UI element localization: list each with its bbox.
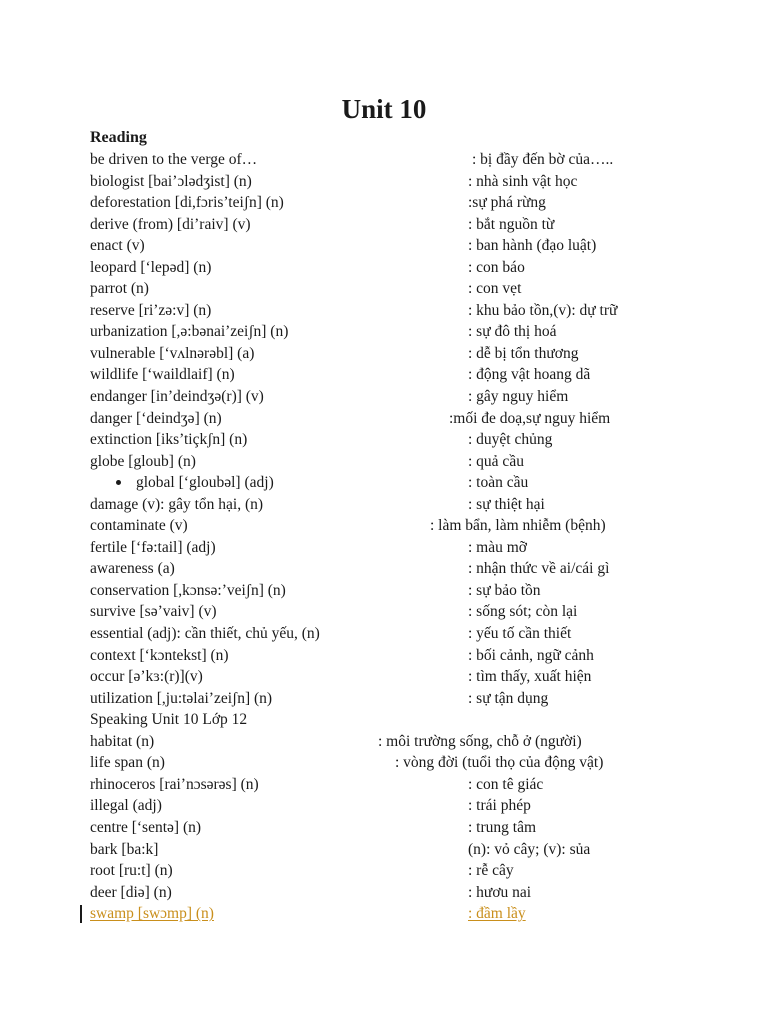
text-cursor <box>80 905 82 923</box>
vocab-term: wildlife [‘waildlaif] (n) <box>90 366 235 384</box>
vocab-term: parrot (n) <box>90 280 149 298</box>
vocab-entry <box>0 408 768 430</box>
vocab-term: vulnerable [‘vʌlnərəbl] (a) <box>90 344 255 362</box>
vocab-meaning: : làm bẩn, làm nhiễm (bệnh) <box>430 517 606 535</box>
vocab-entry <box>0 839 768 861</box>
bullet-point <box>116 480 121 485</box>
vocab-meaning: : toàn cầu <box>468 474 529 492</box>
vocab-meaning: : bắt nguồn từ <box>468 215 555 233</box>
vocab-term: Speaking Unit 10 Lớp 12 <box>90 711 248 729</box>
vocab-meaning: : động vật hoang dã <box>468 366 591 384</box>
vocab-term: occur [ə’kɜ:(r)](v) <box>90 668 203 686</box>
vocab-entry <box>0 171 768 193</box>
vocab-term: urbanization [,ə:bənai’zeiʃn] (n) <box>90 323 289 341</box>
vocab-term: rhinoceros [rai’nɔsərəs] (n) <box>90 775 259 793</box>
vocab-entry <box>0 752 768 774</box>
vocab-term: swamp [swɔmp] (n) <box>90 905 214 923</box>
vocab-meaning: : quả cầu <box>468 452 524 470</box>
vocab-entry <box>0 149 768 171</box>
vocab-term: extinction [iks’tiçkʃn] (n) <box>90 431 248 449</box>
vocab-entry <box>0 364 768 386</box>
vocab-meaning: : con tê giác <box>468 775 544 793</box>
vocab-term: damage (v): gây tổn hại, (n) <box>90 495 264 513</box>
vocab-entry <box>0 494 768 516</box>
vocab-meaning: : sự đô thị hoá <box>468 323 557 341</box>
vocab-entry <box>0 774 768 796</box>
vocab-meaning: : sự tận dụng <box>468 689 549 707</box>
vocab-entry <box>0 515 768 537</box>
vocab-entry <box>0 300 768 322</box>
vocab-term: root [ru:t] (n) <box>90 862 173 880</box>
vocab-entry <box>0 882 768 904</box>
vocab-entry <box>0 731 768 753</box>
vocab-meaning: : trung tâm <box>468 818 537 836</box>
vocab-entry <box>0 580 768 602</box>
vocab-entry <box>0 214 768 236</box>
vocab-term: fertile [‘fə:tail] (adj) <box>90 538 216 556</box>
vocab-term: deforestation [di,fɔris’teiʃn] (n) <box>90 194 284 212</box>
vocab-term: deer [diə] (n) <box>90 883 172 901</box>
vocab-term: derive (from) [di’raiv] (v) <box>90 215 251 233</box>
vocab-term: danger [‘deindʒə] (n) <box>90 409 222 427</box>
vocab-meaning: : bị đầy đến bờ của….. <box>472 151 614 168</box>
vocab-entry <box>0 537 768 559</box>
vocab-meaning: : màu mỡ <box>468 538 527 556</box>
vocab-meaning: : vòng đời (tuổi thọ của động vật) <box>395 754 604 772</box>
vocab-meaning: : nhà sinh vật học <box>468 172 578 190</box>
vocab-entry <box>0 601 768 623</box>
vocab-entry <box>0 278 768 300</box>
section-heading-reading: Reading <box>90 129 147 146</box>
vocab-term: leopard [‘lepəd] (n) <box>90 258 212 276</box>
vocab-meaning: : gây nguy hiểm <box>468 388 569 406</box>
vocab-entry <box>0 386 768 408</box>
vocab-entry <box>0 192 768 214</box>
vocab-term: globe [gloub] (n) <box>90 452 196 470</box>
vocab-meaning: : hươu nai <box>468 883 532 901</box>
vocab-entry <box>0 817 768 839</box>
vocab-meaning: : con báo <box>468 258 525 276</box>
vocab-meaning: : tìm thấy, xuất hiện <box>468 668 592 686</box>
vocab-term: survive [sə’vaiv] (v) <box>90 603 217 621</box>
vocab-entry <box>0 235 768 257</box>
vocab-meaning: : ban hành (đạo luật) <box>468 237 597 255</box>
vocab-entry <box>0 645 768 667</box>
vocab-term: contaminate (v) <box>90 517 188 535</box>
vocab-term: biologist [bai’ɔlədʒist] (n) <box>90 172 252 190</box>
vocab-term: conservation [,kɔnsə:’veiʃn] (n) <box>90 581 286 599</box>
vocab-entry <box>0 558 768 580</box>
vocab-term: utilization [,ju:təlai’zeiʃn] (n) <box>90 689 273 707</box>
vocab-term: global [‘gloubəl] (adj) <box>136 474 274 492</box>
vocab-meaning: : sự bảo tồn <box>468 581 541 599</box>
vocab-entry <box>0 666 768 688</box>
vocab-term: habitat (n) <box>90 732 155 750</box>
vocab-term: enact (v) <box>90 237 145 255</box>
vocab-entry <box>0 321 768 343</box>
vocab-meaning: : đầm lầy <box>468 905 526 923</box>
vocab-term: centre [‘sentə] (n) <box>90 818 202 836</box>
vocabulary-list <box>0 149 768 925</box>
vocab-term: reserve [ri’zə:v] (n) <box>90 301 212 319</box>
vocab-term: be driven to the verge of… <box>90 151 258 168</box>
vocab-entry <box>0 257 768 279</box>
vocab-meaning: :sự phá rừng <box>468 194 546 212</box>
vocab-meaning: (n): vỏ cây; (v): sủa <box>468 840 591 858</box>
vocab-meaning: : trái phép <box>468 797 531 815</box>
vocab-entry <box>0 472 768 494</box>
vocab-term: context [‘kɔntekst] (n) <box>90 646 229 664</box>
vocab-entry <box>0 451 768 473</box>
vocab-entry <box>0 709 768 731</box>
vocab-entry <box>0 903 768 925</box>
vocab-meaning: : bối cảnh, ngữ cảnh <box>468 646 594 664</box>
vocab-term: essential (adj): cần thiết, chủ yếu, (n) <box>90 625 320 643</box>
vocab-term: endanger [in’deindʒə(r)] (v) <box>90 388 264 406</box>
vocab-meaning: : dễ bị tổn thương <box>468 344 579 362</box>
vocab-entry <box>0 860 768 882</box>
vocab-entry <box>0 343 768 365</box>
vocab-entry <box>0 688 768 710</box>
vocab-meaning: :mối đe doạ,sự nguy hiểm <box>449 409 611 427</box>
vocab-meaning: : sống sót; còn lại <box>468 603 578 621</box>
vocab-term: life span (n) <box>90 754 165 772</box>
vocab-meaning: : sự thiệt hại <box>468 495 545 513</box>
vocab-entry <box>0 795 768 817</box>
vocab-meaning: : rễ cây <box>468 862 514 880</box>
page-title: Unit 10 <box>341 94 427 124</box>
vocab-meaning: : khu bảo tồn,(v): dự trữ <box>468 301 618 319</box>
vocab-meaning: : môi trường sống, chỗ ở (người) <box>378 732 582 750</box>
vocab-term: bark [ba:k] <box>90 840 159 858</box>
vocab-meaning: : nhận thức về ai/cái gì <box>468 560 610 578</box>
vocab-meaning: : duyệt chủng <box>468 431 553 449</box>
vocab-entry <box>0 429 768 451</box>
vocab-meaning: : con vẹt <box>468 280 522 298</box>
vocab-term: illegal (adj) <box>90 797 162 815</box>
vocab-entry <box>0 623 768 645</box>
vocab-meaning: : yếu tố cần thiết <box>468 625 572 643</box>
vocab-term: awareness (a) <box>90 560 175 578</box>
